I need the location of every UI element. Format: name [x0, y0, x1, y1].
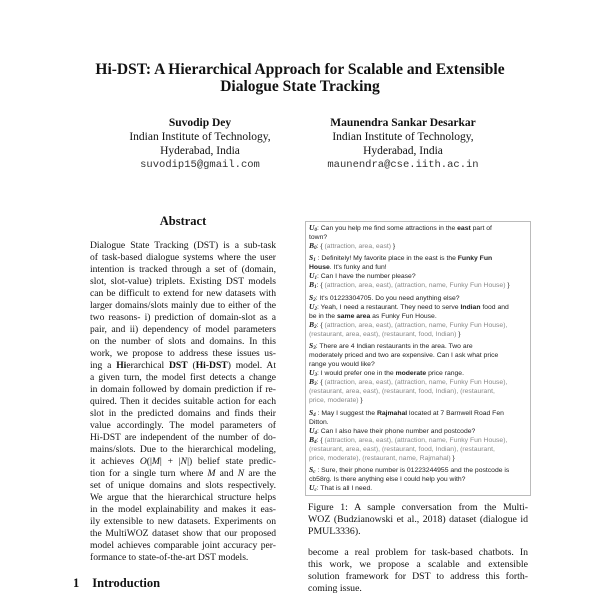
- abstract-body: [90, 240, 276, 564]
- text-segment: are the: [244, 468, 276, 479]
- text-segment: Ditton.: [309, 418, 329, 426]
- text-segment: : {: [316, 379, 325, 387]
- dialogue-line: [309, 360, 527, 369]
- abstract-line: [90, 384, 276, 396]
- text-segment: : Can I also have their phone number and postcode?: [316, 427, 476, 435]
- text-segment: price range.: [426, 370, 464, 378]
- text-segment: in domain followed by domain prediction if re-: [90, 384, 276, 395]
- speaker-label: $B_3$: [309, 377, 317, 388]
- dialogue-turn: [309, 294, 527, 339]
- text-segment: pair, and ii) dependency of model parameters: [90, 324, 276, 335]
- text-segment: work, we propose to address these issues us-: [90, 348, 276, 359]
- author-affiliation: Indian Institute of Technology,: [332, 131, 474, 143]
- text-segment: }: [450, 454, 455, 462]
- speaker-label: $B_2$: [309, 319, 317, 330]
- text-segment: formance to state-of-the-art DST models.: [90, 552, 249, 563]
- abstract-line: [90, 492, 276, 504]
- text-segment: }: [456, 330, 461, 338]
- abstract-line: [90, 540, 276, 552]
- text-segment: . It's funky and fun!: [329, 264, 387, 272]
- text-segment: cb58rg. Is there anything else I could help you with?: [309, 475, 466, 483]
- abstract-line: [90, 408, 276, 420]
- text-segment: moderately priced and two are expensive. Can I ask what price: [309, 352, 499, 360]
- abstract-line: [90, 516, 276, 528]
- belief-state-text: (attraction, area, east), (attraction, name, Funky Fun House),: [324, 436, 508, 444]
- abstract-line: [90, 480, 276, 492]
- right-column: [305, 221, 531, 595]
- dialogue-line: [309, 342, 527, 351]
- speaker-turn-index: 4: [314, 439, 317, 445]
- dialogue-turn: [309, 409, 527, 463]
- text-segment: part of: [470, 225, 492, 232]
- text-segment: M: [151, 456, 160, 467]
- body-line: become a real problem for task-based chatbots. In: [308, 546, 528, 558]
- text-segment: larger domains/slots mainly due to either of the: [90, 300, 276, 311]
- text-segment: intention is tracked through a set of (domain,: [90, 264, 276, 275]
- speaker-label: $U_1$: [309, 271, 317, 282]
- dialogue-line: [309, 396, 527, 405]
- speaker-label: $S_c$: [309, 464, 316, 475]
- abstract-line: [90, 360, 276, 372]
- body-line: coming issue.: [308, 582, 362, 594]
- dialogue-line: [309, 321, 527, 330]
- abstract-line: [90, 528, 276, 540]
- text-segment: : There are 4 Indian restaurants in the area. Two are: [315, 343, 473, 351]
- speaker-turn-index: 3: [313, 346, 316, 352]
- speaker-label: $U_c$: [309, 482, 317, 493]
- text-segment: on the number of slots and domains. In this: [90, 336, 276, 347]
- abstract-line: [90, 288, 276, 300]
- author-email: maunendra@cse.iith.ac.in: [327, 159, 479, 171]
- dialogue-line: [309, 312, 527, 321]
- dialogue-line: [309, 369, 527, 378]
- dialogue-line: [309, 281, 527, 290]
- author-location: Hyderabad, India: [160, 145, 240, 157]
- text-segment: : Definitely! My favorite place in the east is the: [315, 255, 458, 263]
- dialogue-line: [309, 254, 527, 263]
- text-segment: ing a: [90, 360, 117, 371]
- bold-text: same area: [336, 312, 371, 320]
- text-segment: : {: [316, 321, 325, 329]
- belief-state-text: price, moderate), (restaurant, name, Rajmahal): [309, 454, 451, 462]
- dialogue-line: [309, 233, 527, 242]
- author-email: suvodip15@gmail.com: [140, 159, 260, 171]
- text-segment: two reasons- i) prediction of domain-slot as a: [90, 312, 276, 323]
- dialogue-line: [309, 436, 527, 445]
- speaker-turn-index: 3: [314, 382, 317, 388]
- dialogue-line: [309, 427, 527, 436]
- text-segment: a given turn, the model first detects a change: [90, 372, 276, 383]
- speaker-turn-index: 1: [314, 276, 317, 282]
- text-segment: range you would like?: [309, 361, 375, 369]
- speaker-turn-index: 1: [313, 258, 316, 264]
- speaker-label: $S_2$: [309, 292, 316, 303]
- text-segment: of task-based dialogue systems where the user: [90, 252, 276, 263]
- text-segment: erarchical: [126, 360, 169, 371]
- speaker-label: $B_4$: [309, 434, 317, 445]
- text-segment: be in the: [309, 312, 337, 320]
- abstract-line: [90, 552, 276, 564]
- author-location: Hyderabad, India: [363, 145, 443, 157]
- text-segment: as Funky Fun House.: [370, 312, 437, 320]
- text-segment: in the model explainability and makes it eas-: [90, 504, 276, 515]
- speaker-turn-index: 2: [313, 297, 316, 303]
- text-segment: N: [237, 468, 245, 479]
- text-segment: : {: [316, 436, 325, 444]
- belief-state-text: (restaurant, area, east), (restaurant, food, Indian): [309, 330, 457, 338]
- abstract-line: [90, 504, 276, 516]
- abstract-line: [90, 276, 276, 288]
- dialogue-turn: [309, 224, 527, 251]
- bold-text: DST: [168, 360, 188, 371]
- abstract-line: [90, 456, 276, 468]
- text-segment: and: [215, 468, 238, 479]
- text-segment: }: [358, 397, 363, 405]
- text-segment: (: [187, 360, 196, 371]
- speaker-turn-index: 0: [314, 228, 317, 233]
- abstract-line: [90, 444, 276, 456]
- caption-line: PMUL3336).: [308, 525, 361, 537]
- dialogue-turn: [309, 342, 527, 405]
- belief-state-text: (attraction, area, east), (attraction, name, Funky Fun House),: [324, 379, 508, 387]
- speaker-label: $S_4$: [309, 407, 316, 418]
- belief-state-text: (attraction, area, east), (attraction, name, Funky Fun House): [324, 282, 506, 290]
- dialogue-line: [309, 242, 527, 251]
- author-name: Suvodip Dey: [168, 117, 232, 129]
- speaker-label: $U_3$: [309, 368, 317, 379]
- abstract-line: [90, 468, 276, 480]
- text-segment: : Can you help me find some attractions in the: [316, 225, 458, 232]
- abstract-line: [90, 300, 276, 312]
- text-segment: set of unique domains and slots respectively.: [90, 480, 276, 491]
- paper-title-line-2: Dialogue State Tracking: [220, 78, 380, 95]
- speaker-turn-index: 4: [314, 430, 317, 436]
- text-segment: Dialogue State Tracking (DST) is a sub-task: [90, 240, 276, 251]
- text-segment: N: [180, 456, 188, 467]
- section-title: Introduction: [92, 576, 161, 590]
- belief-state-text: (restaurant, area, east), (restaurant, food, Indian), (restaurant,: [309, 388, 495, 396]
- belief-state-text: price, moderate): [309, 397, 359, 405]
- bold-text: House: [309, 264, 330, 272]
- text-segment: }: [391, 243, 396, 250]
- dialogue-line: [309, 484, 527, 493]
- text-segment: Hi-DST are independent of the number of do-: [90, 432, 276, 443]
- abstract-line: [90, 312, 276, 324]
- belief-state-text: (attraction, area, east): [324, 243, 392, 250]
- paper-title-line-1: Hi-DST: A Hierarchical Approach for Scalable and Extensible: [95, 61, 505, 78]
- abstract-line: [90, 372, 276, 384]
- speaker-label: $S_3$: [309, 341, 316, 352]
- belief-state-text: (attraction, area, east), (attraction, name, Funky Fun House),: [324, 321, 508, 329]
- text-segment: : May I suggest the: [315, 409, 377, 417]
- speaker-turn-index: 0: [314, 246, 317, 251]
- abstract-line: [90, 252, 276, 264]
- dialogue-turn: [309, 466, 527, 493]
- text-segment: We argue that the hierarchical structure helps: [90, 492, 276, 503]
- text-segment: : Sure, their phone number is 01223244955 and the postcode is: [315, 466, 510, 474]
- speaker-turn-index: 1: [314, 285, 317, 291]
- text-segment: : Yeah, I need a restaurant. They need to serve: [316, 303, 461, 311]
- body-line: this work, we propose a scalable and extensible: [308, 558, 528, 570]
- text-segment: }: [505, 282, 510, 290]
- text-segment: : {: [316, 243, 325, 250]
- author-name: Maunendra Sankar Desarkar: [330, 117, 476, 129]
- bold-text: Hi-DST: [195, 360, 228, 371]
- abstract-heading: Abstract: [159, 214, 207, 228]
- bold-text: Rajmahal: [376, 409, 408, 417]
- speaker-turn-index: 2: [314, 324, 317, 330]
- text-segment: located at 7 Barnwell Road Fen: [407, 409, 504, 417]
- text-segment: ily extensible to new datasets. Experiments on: [90, 516, 276, 527]
- dialogue-line: [309, 475, 527, 484]
- right-column-body: [308, 547, 528, 595]
- text-segment: : That is all I need.: [316, 484, 373, 492]
- dialogue-line: [309, 303, 527, 312]
- abstract-line: [90, 324, 276, 336]
- dialogue-line: [309, 263, 527, 272]
- figure-dialogue-box: [305, 221, 531, 496]
- text-segment: ) model. At: [227, 360, 276, 371]
- belief-state-text: (restaurant, area, east), (restaurant, food, Indian), (restaurant,: [309, 445, 495, 453]
- dialogue-line: [309, 418, 527, 427]
- dialogue-line: [309, 378, 527, 387]
- author-block-1: [100, 116, 300, 172]
- abstract-line: [90, 396, 276, 408]
- abstract-line: [90, 240, 276, 252]
- dialogue-line: [309, 351, 527, 360]
- text-segment: the MultiWOZ dataset show that our proposed: [90, 528, 276, 539]
- left-column: [73, 214, 276, 591]
- figure-caption: [308, 502, 528, 538]
- text-segment: value accordingly. The model parameters of: [90, 420, 276, 431]
- bold-text: Indian: [460, 303, 481, 311]
- text-segment: (|: [146, 456, 152, 467]
- abstract-line: [90, 264, 276, 276]
- dialogue-line: [309, 445, 527, 454]
- dialogue-line: [309, 387, 527, 396]
- text-segment: M: [207, 468, 216, 479]
- speaker-turn-index: 3: [314, 373, 317, 379]
- section-number: 1: [73, 576, 80, 590]
- dialogue-line: [309, 294, 527, 303]
- body-line: solution framework for DST to address this forth-: [308, 570, 528, 582]
- text-segment: mains/slots. Due to the hierarchical modeling,: [90, 444, 276, 455]
- author-block-2: [303, 116, 503, 172]
- speaker-label: $B_1$: [309, 280, 317, 291]
- dialogue-turn: [309, 254, 527, 290]
- abstract-line: [90, 420, 276, 432]
- dialogue-line: [309, 409, 527, 418]
- dialogue-line: [309, 272, 527, 281]
- text-segment: : {: [316, 282, 325, 290]
- text-segment: quired. Then it decides suitable action for each: [90, 396, 276, 407]
- bold-text: Hi: [116, 360, 127, 371]
- bold-text: Funky Fun: [457, 255, 493, 263]
- speaker-label: $U_4$: [309, 425, 317, 436]
- text-segment: food and: [480, 303, 509, 311]
- speaker-label: $B_0$: [309, 241, 317, 251]
- caption-line: Figure 1: A sample conversation from the Multi-: [308, 501, 528, 513]
- speaker-turn-index: c: [314, 487, 317, 493]
- dialogue-line: [309, 330, 527, 339]
- section-heading-introduction: [73, 576, 276, 591]
- speaker-turn-index: 2: [314, 306, 317, 312]
- speaker-label: $U_0$: [309, 223, 317, 233]
- text-segment: can be difficult to extend for new datasets with: [90, 288, 276, 299]
- text-segment: | + |: [159, 456, 181, 467]
- text-segment: : It's 01223304705. Do you need anything else?: [315, 294, 460, 302]
- speaker-turn-index: 4: [313, 412, 316, 418]
- text-segment: model achieves comparable joint accuracy per-: [90, 540, 276, 551]
- abstract-line: [90, 432, 276, 444]
- text-segment: tion for a single turn where: [90, 468, 208, 479]
- dialogue-line: [309, 454, 527, 463]
- text-segment: it achieves: [90, 456, 140, 467]
- caption-line: WOZ (Budzianowski et al., 2018) dataset (dialogue id: [308, 513, 528, 525]
- bold-text: east: [457, 225, 471, 232]
- dialogue-line: [309, 224, 527, 233]
- speaker-turn-index: c: [313, 469, 316, 475]
- speaker-label: $U_2$: [309, 301, 317, 312]
- speaker-label: $S_1$: [309, 253, 316, 264]
- text-segment: |) belief state predic-: [187, 456, 276, 467]
- bold-text: moderate: [395, 370, 427, 378]
- text-segment: slot in the predicted domains and finds their: [90, 408, 276, 419]
- author-affiliation: Indian Institute of Technology,: [129, 131, 271, 143]
- abstract-line: [90, 336, 276, 348]
- abstract-line: [90, 348, 276, 360]
- text-segment: : I would prefer one in the: [316, 370, 396, 378]
- text-segment: town?: [309, 234, 328, 241]
- dialogue-line: [309, 466, 527, 475]
- text-segment: slot, slot-value) triplets. Existing DST models: [90, 276, 276, 287]
- text-segment: : Can I have the number please?: [316, 273, 416, 281]
- text-segment: O: [139, 456, 147, 467]
